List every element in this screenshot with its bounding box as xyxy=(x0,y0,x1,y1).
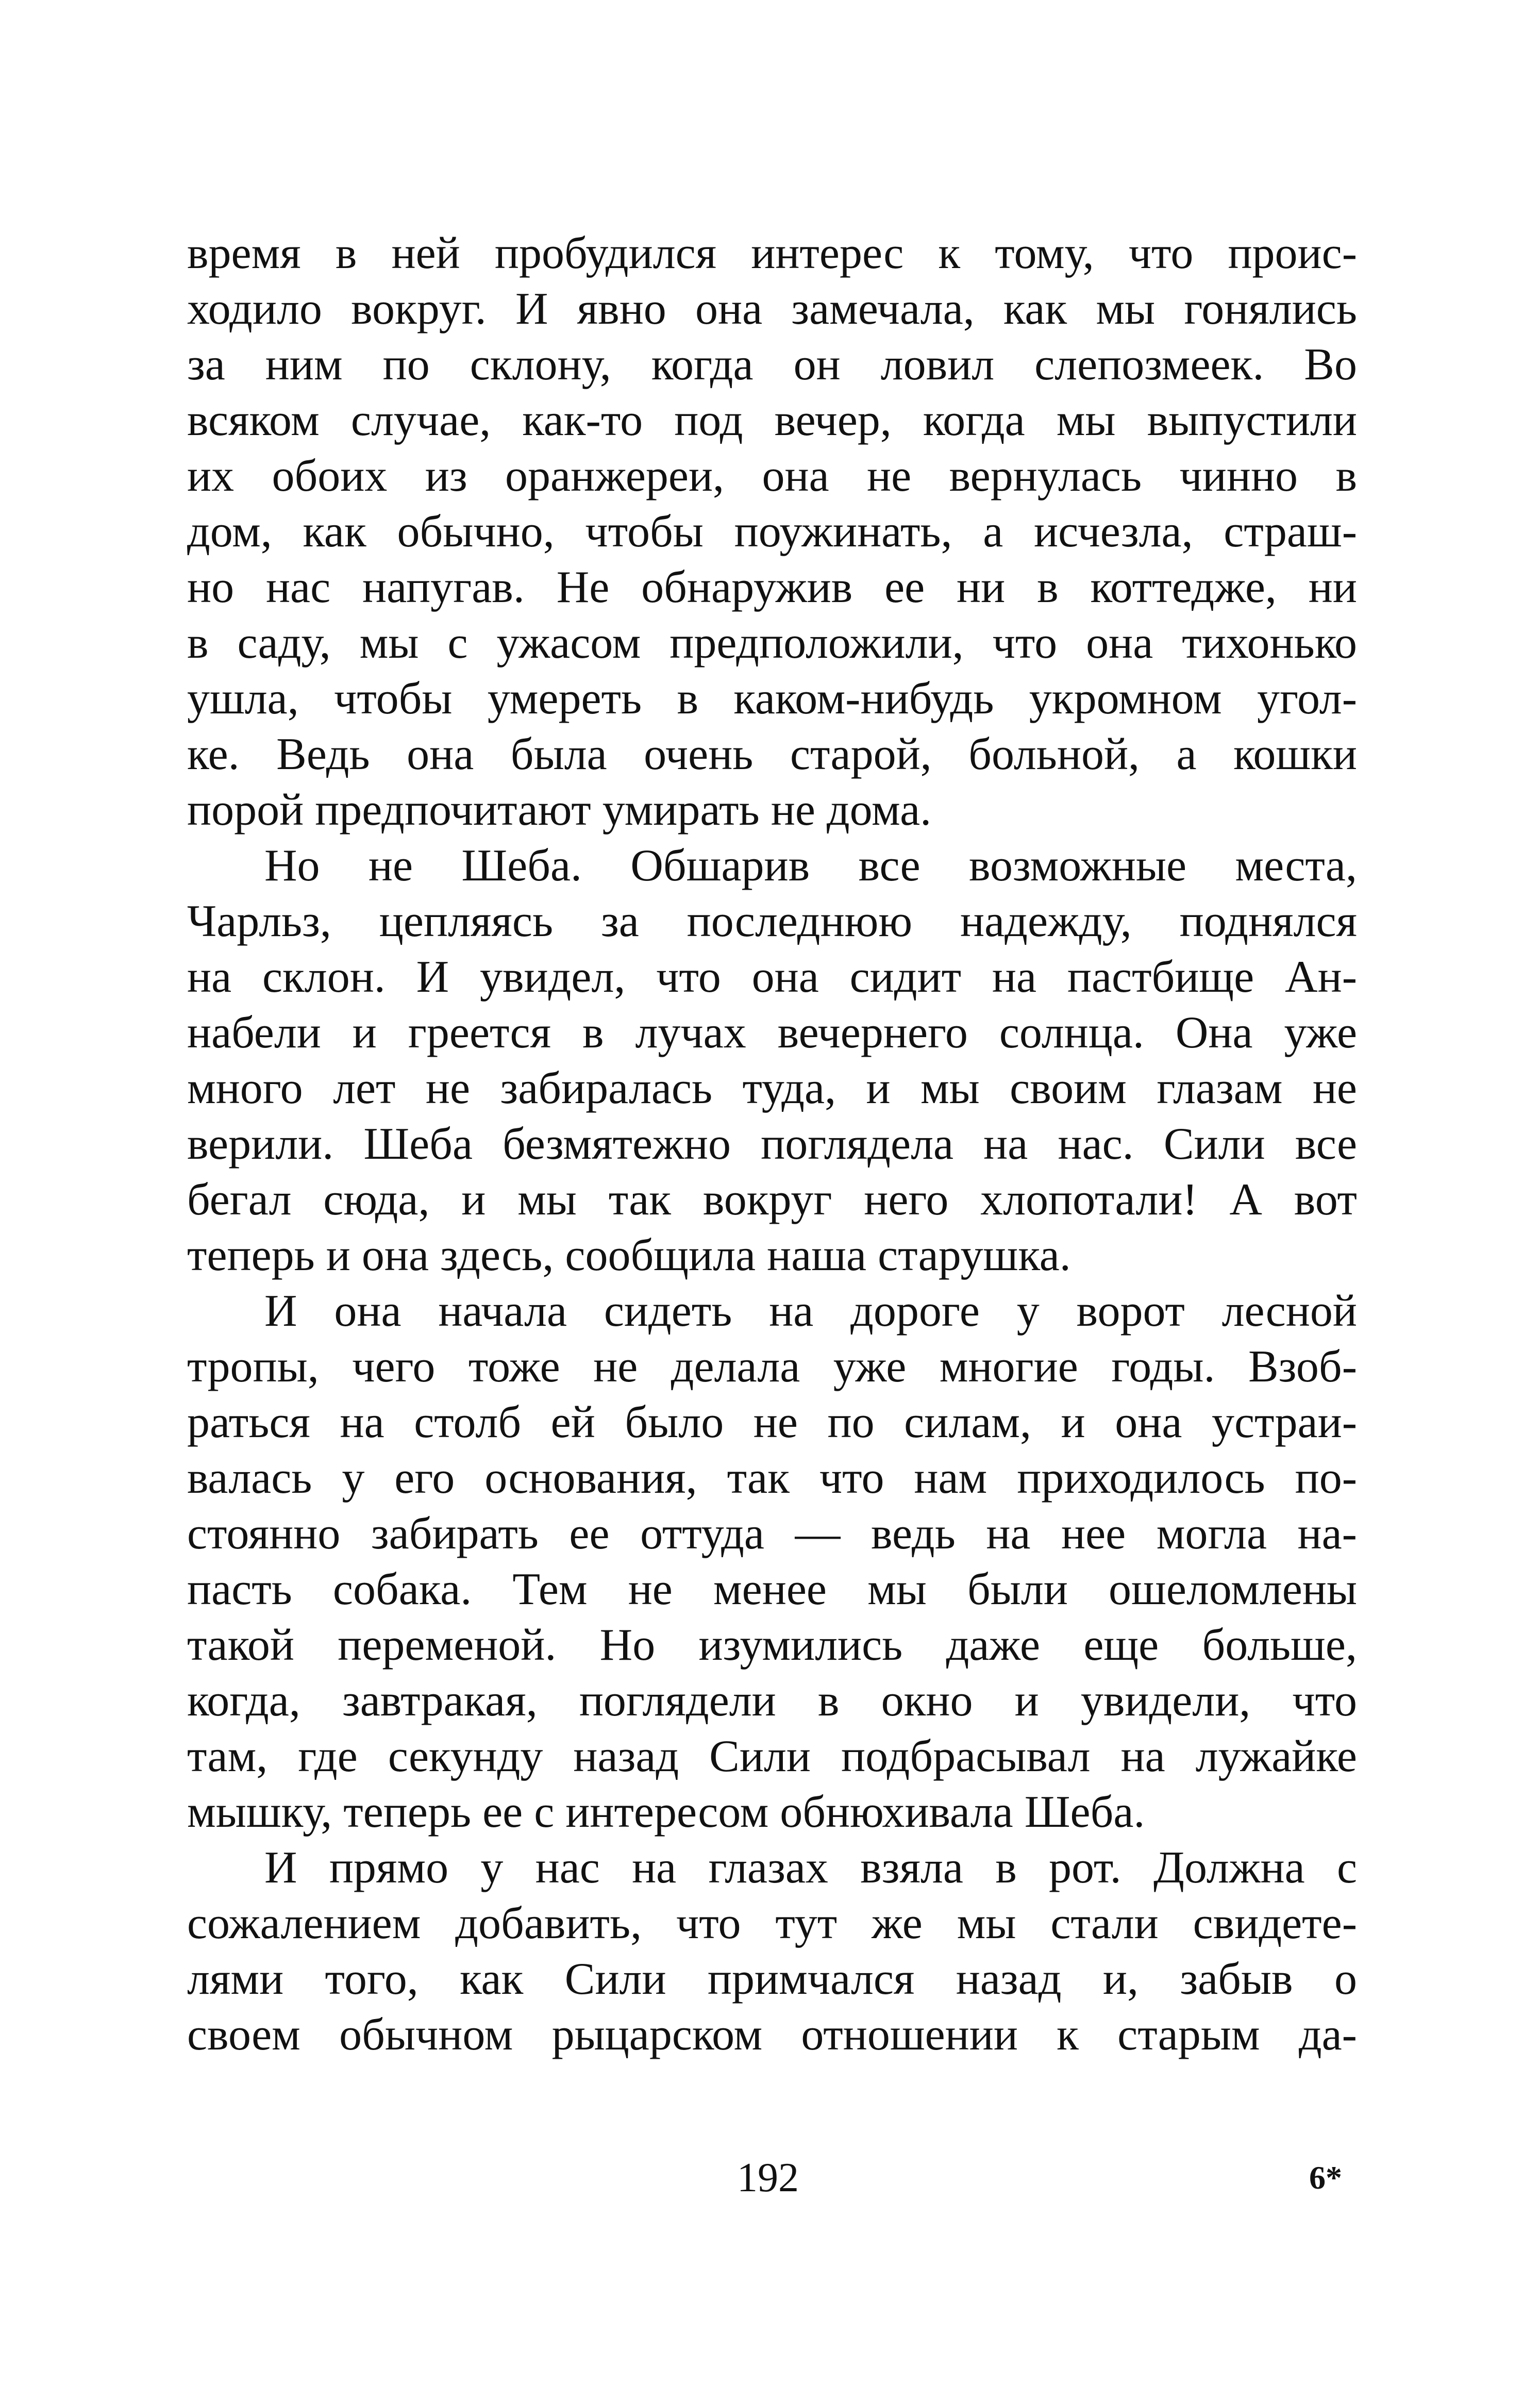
text-line: ходило вокруг. И явно она замечала, как мы гонялись xyxy=(187,284,1357,334)
text-line: своем обычном рыцарском отношении к старым да- xyxy=(187,2010,1357,2060)
text-line: там, где секунду назад Сили подбрасывал на лужайке xyxy=(187,1731,1357,1781)
text-line: верили. Шеба безмятежно поглядела на нас. Сили все xyxy=(187,1119,1357,1169)
text-line: бегал сюда, и мы так вокруг него хлопотали! А вот xyxy=(187,1175,1357,1225)
text-line: всяком случае, как-то под вечер, когда мы выпустили xyxy=(187,395,1357,445)
text-line: Но не Шеба. Обшарив все возможные места, xyxy=(264,841,1357,891)
text-line: И она начала сидеть на дороге у ворот лесной xyxy=(264,1286,1357,1336)
text-line: за ним по склону, когда он ловил слепозмеек. Во xyxy=(187,340,1357,390)
text-line: но нас напугав. Не обнаружив ее ни в коттедже, ни xyxy=(187,562,1357,612)
text-line: на склон. И увидел, что она сидит на пастбище Ан- xyxy=(187,952,1357,1002)
text-line: в саду, мы с ужасом предположили, что она тихонько xyxy=(187,618,1357,668)
text-line: И прямо у нас на глазах взяла в рот. Должна с xyxy=(264,1843,1357,1893)
text-line: мышку, теперь ее с интересом обнюхивала Шеба. xyxy=(187,1787,1145,1837)
page-number: 192 xyxy=(737,2155,799,2201)
text-line: такой переменой. Но изумились даже еще больше, xyxy=(187,1620,1357,1670)
text-line: порой предпочитают умирать не дома. xyxy=(187,785,932,835)
text-line: Чарльз, цепляясь за последнюю надежду, поднялся xyxy=(187,896,1357,946)
paragraph xyxy=(187,1840,1357,2063)
text-line: ке. Ведь она была очень старой, больной, а кошки xyxy=(187,729,1357,779)
text-line: тропы, чего тоже не делала уже многие годы. Взоб- xyxy=(187,1342,1357,1392)
text-line: набели и греется в лучах вечернего солнца. Она уже xyxy=(187,1008,1357,1058)
paragraph xyxy=(187,838,1357,1284)
text-line: ушла, чтобы умереть в каком-нибудь укромном угол- xyxy=(187,674,1357,724)
text-line: пасть собака. Тем не менее мы были ошеломлены xyxy=(187,1564,1357,1614)
paragraph xyxy=(187,1284,1357,1840)
text-line: теперь и она здесь, сообщила наша старушка. xyxy=(187,1230,1071,1280)
signature-mark: 6* xyxy=(1309,2159,1342,2196)
body-text xyxy=(187,226,1357,2063)
text-line: дом, как обычно, чтобы поужинать, а исчезла, страш- xyxy=(187,507,1357,557)
text-line: когда, завтракая, поглядели в окно и увидели, что xyxy=(187,1676,1357,1726)
text-line: стоянно забирать ее оттуда — ведь на нее могла на- xyxy=(187,1509,1357,1559)
text-line: сожалением добавить, что тут же мы стали свидете- xyxy=(187,1898,1357,1948)
text-line: валась у его основания, так что нам приходилось по- xyxy=(187,1453,1357,1503)
text-line: много лет не забиралась туда, и мы своим глазам не xyxy=(187,1063,1357,1113)
text-line: лями того, как Сили примчался назад и, забыв о xyxy=(187,1954,1357,2004)
text-line: их обоих из оранжереи, она не вернулась чинно в xyxy=(187,451,1357,501)
text-line: время в ней пробудился интерес к тому, что проис- xyxy=(187,228,1357,278)
paragraph xyxy=(187,226,1357,838)
text-line: раться на столб ей было не по силам, и она устраи- xyxy=(187,1397,1357,1447)
